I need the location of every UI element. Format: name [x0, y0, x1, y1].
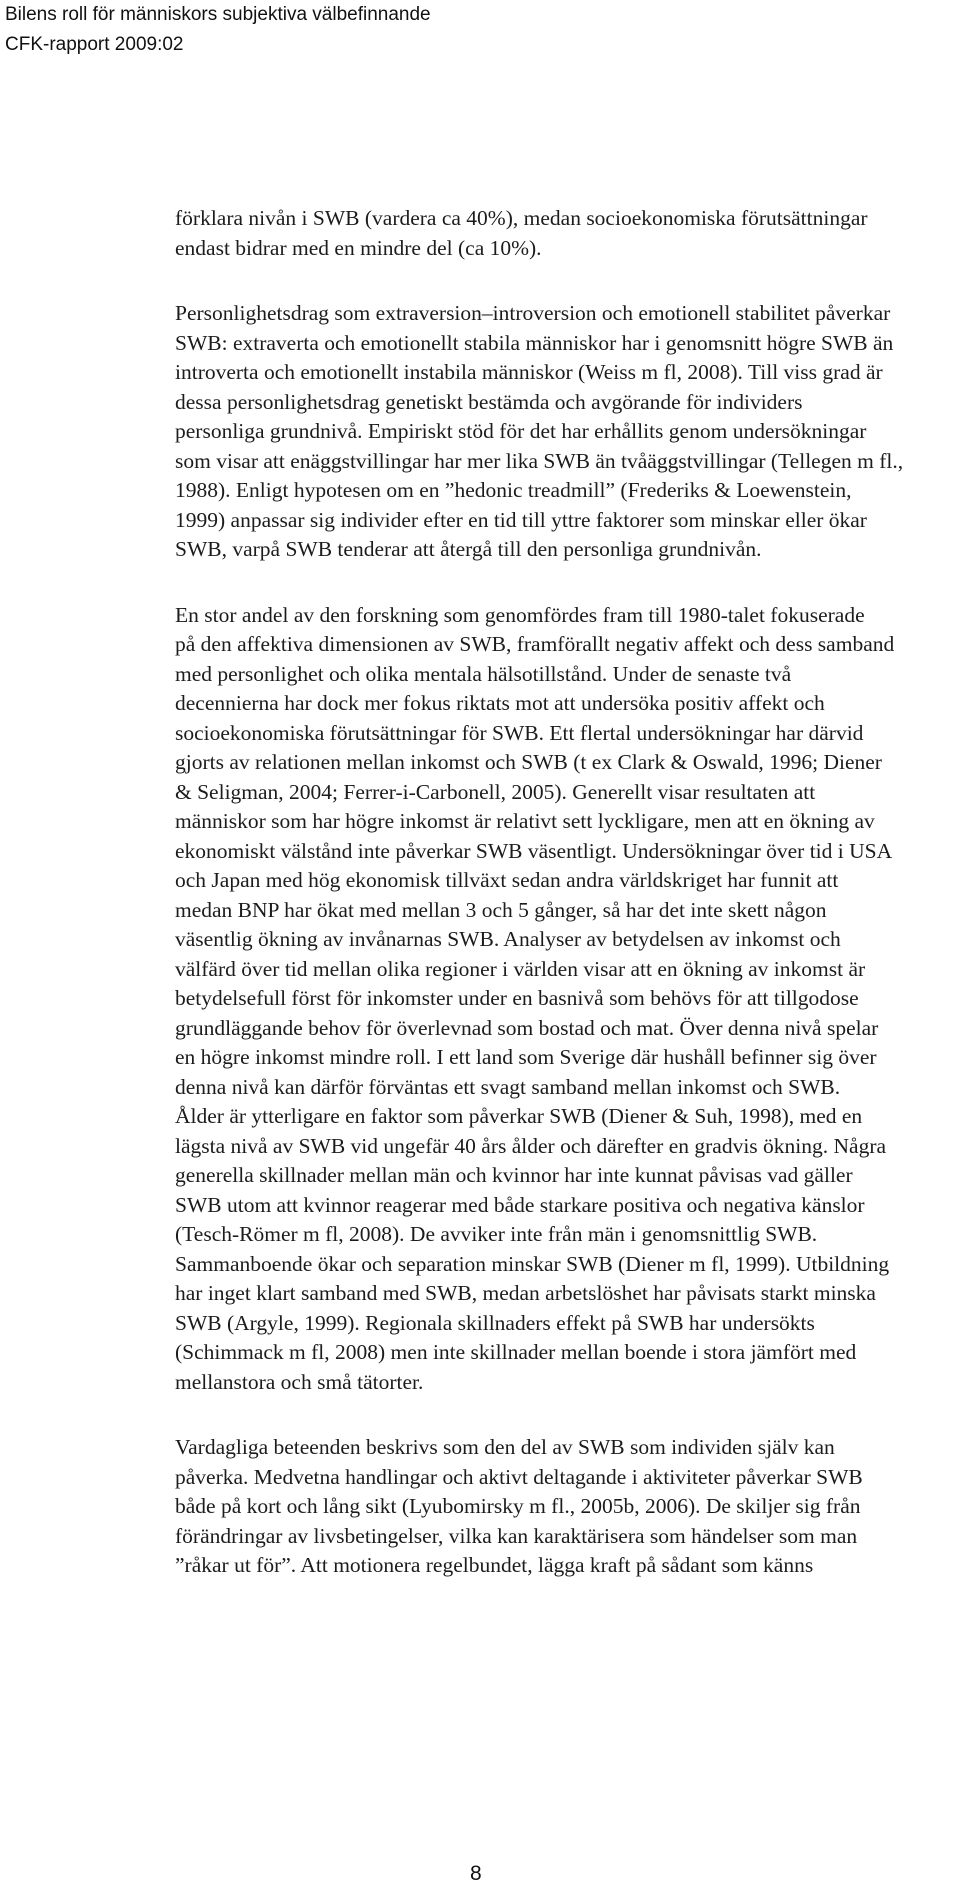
- text-line: med personlighet och olika mentala hälsotillstånd. Under de senaste två: [175, 661, 792, 686]
- text-line: endast bidrar med en mindre del (ca 10%).: [175, 235, 542, 260]
- paragraph-gap: [175, 1397, 960, 1433]
- text-line: & Seligman, 2004; Ferrer-i-Carbonell, 2005). Generellt visar resultaten att: [175, 779, 816, 804]
- paragraph: [175, 1433, 960, 1581]
- text-line: denna nivå kan därför förväntas ett svagt samband mellan inkomst och SWB.: [175, 1074, 841, 1099]
- text-line: decennierna har dock mer fokus riktats mot att undersöka positiv affekt och: [175, 691, 825, 715]
- text-line: människor som har högre inkomst är relativt sett lyckligare, men att en ökning av: [175, 809, 875, 833]
- body-text: [175, 204, 960, 1581]
- text-line: förändringar av livsbetingelser, vilka kan karaktärisera som händelser som man: [175, 1523, 858, 1548]
- document-title: Bilens roll för människors subjektiva välbefinnande: [5, 4, 431, 25]
- text-line: SWB, varpå SWB tenderar att återgå till den personliga grundnivån.: [175, 537, 762, 561]
- paragraph-gap: [175, 263, 960, 299]
- text-line: påverka. Medvetna handlingar och aktivt deltagande i aktiviteter påverkar SWB: [175, 1464, 863, 1489]
- text-line: både på kort och lång sikt (Lyubomirsky m fl., 2005b, 2006). De skiljer sig från: [175, 1494, 861, 1518]
- text-line: SWB: extraverta och emotionellt stabila människor har i genomsnitt högre SWB än: [175, 330, 894, 355]
- text-line: väsentlig ökning av invånarnas SWB. Analyser av betydelsen av inkomst och: [175, 927, 841, 951]
- text-line: lägsta nivå av SWB vid ungefär 40 års ålder och därefter en gradvis ökning. Några: [175, 1133, 887, 1158]
- text-line: ”råkar ut för”. Att motionera regelbundet, lägga kraft på sådant som känns: [175, 1553, 814, 1577]
- text-line: SWB utom att kvinnor reagerar med både starkare positiva och negativa känslor: [175, 1192, 865, 1217]
- text-line: betydelsefull först för inkomster under en basnivå som behövs för att tillgodose: [175, 986, 859, 1010]
- text-line: personliga grundnivå. Empiriskt stöd för det har erhållits genom undersökningar: [175, 419, 867, 443]
- paragraph: [175, 299, 960, 565]
- text-line: som visar att enäggstvillingar har mer lika SWB än tvåäggstvillingar (Tellegen m fl.,: [175, 448, 904, 473]
- text-line: mellanstora och små tätorter.: [175, 1369, 424, 1394]
- text-line: ekonomiskt välstånd inte påverkar SWB väsentligt. Undersökningar över tid i USA: [175, 838, 893, 863]
- text-line: en högre inkomst mindre roll. I ett land som Sverige där hushåll befinner sig över: [175, 1045, 877, 1069]
- text-line: Personlighetsdrag som extraversion–introversion och emotionell stabilitet påverkar: [175, 301, 891, 325]
- text-line: (Schimmack m fl, 2008) men inte skillnader mellan boende i stora jämfört med: [175, 1340, 857, 1364]
- text-line: grundläggande behov för överlevnad som bostad och mat. Över denna nivå spelar: [175, 1015, 879, 1040]
- text-line: 1988). Enligt hypotesen om en ”hedonic treadmill” (Frederiks & Loewenstein,: [175, 478, 852, 502]
- text-line: välfärd över tid mellan olika regioner i världen visar att en ökning av inkomst är: [175, 956, 866, 981]
- paragraph: [175, 204, 960, 263]
- text-line: 1999) anpassar sig individer efter en tid till yttre faktorer som minskar eller ökar: [175, 507, 867, 532]
- text-line: (Tesch-Römer m fl, 2008). De avviker inte från män i genomsnittlig SWB.: [175, 1222, 818, 1246]
- text-line: generella skillnader mellan män och kvinnor har inte kunnat påvisas vad gäller: [175, 1163, 853, 1187]
- text-line: SWB (Argyle, 1999). Regionala skillnaders effekt på SWB har undersökts: [175, 1310, 815, 1335]
- paragraph: [175, 601, 960, 1398]
- text-line: Ålder är ytterligare en faktor som påverkar SWB (Diener & Suh, 1998), med en: [175, 1104, 863, 1128]
- text-line: och Japan med hög ekonomisk tillväxt sedan andra världskriget har funnit att: [175, 868, 839, 892]
- paragraph-gap: [175, 565, 960, 601]
- text-line: Vardagliga beteenden beskrivs som den del av SWB som individen själv kan: [175, 1435, 835, 1459]
- text-line: En stor andel av den forskning som genomfördes fram till 1980-talet fokuserade: [175, 602, 865, 627]
- page-number: 8: [470, 1862, 482, 1885]
- text-line: introverta och emotionellt instabila människor (Weiss m fl, 2008). Till viss grad är: [175, 360, 883, 384]
- report-id: CFK-rapport 2009:02: [5, 34, 184, 55]
- page-header: [5, 0, 431, 60]
- text-line: har inget klart samband med SWB, medan arbetslöshet har påvisats starkt minska: [175, 1281, 876, 1305]
- text-line: dessa personlighetsdrag genetiskt bestämda och avgörande för individers: [175, 389, 803, 414]
- text-line: Sammanboende ökar och separation minskar SWB (Diener m fl, 1999). Utbildning: [175, 1251, 890, 1276]
- text-line: på den affektiva dimensionen av SWB, framförallt negativ affekt och dess samband: [175, 632, 895, 656]
- text-line: socioekonomiska förutsättningar för SWB. Ett flertal undersökningar har därvid: [175, 720, 864, 745]
- text-line: gjorts av relationen mellan inkomst och SWB (t ex Clark & Oswald, 1996; Diener: [175, 750, 882, 774]
- text-line: förklara nivån i SWB (vardera ca 40%), medan socioekonomiska förutsättningar: [175, 206, 868, 230]
- text-line: medan BNP har ökat med mellan 3 och 5 gånger, så har det inte skett någon: [175, 897, 827, 922]
